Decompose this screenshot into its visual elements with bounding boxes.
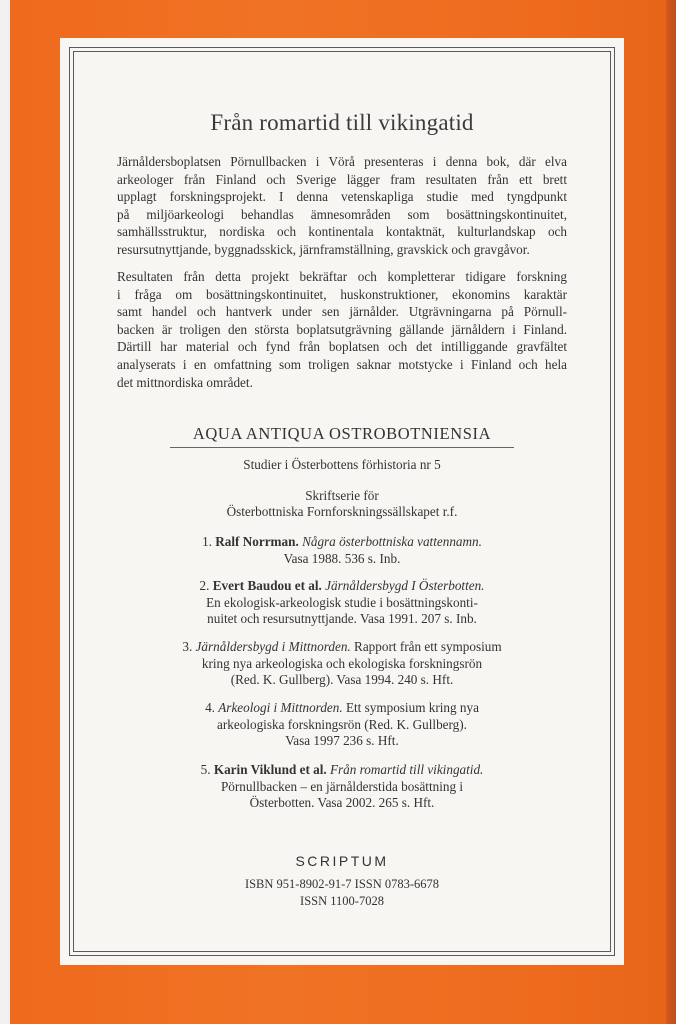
entry-number: 1. — [202, 534, 212, 549]
series-entry-2 — [117, 578, 567, 628]
entry-line: (Red. K. Gullberg). Vasa 1994. 240 s. Hft. — [230, 672, 454, 687]
paragraph-line: i fråga om bosättningskontinuitet, huskonstruktioner, ekonomins karaktär — [117, 286, 567, 302]
entry-line: nuitet och resursutnyttjande. Vasa 1991. 207 s. Inb. — [207, 611, 477, 626]
description-paragraph-1 — [117, 153, 567, 259]
entry-line: arkeologiska forskningsrön (Red. K. Gullberg). — [217, 716, 467, 732]
cover-edge-shadow — [666, 0, 676, 1024]
entry-title: Några österbottniska vattennamn. — [302, 534, 482, 549]
series-entry-4 — [117, 700, 567, 750]
entry-title: Från romartid till vikingatid. — [329, 762, 484, 777]
entry-line: Vasa 1988. 536 s. Inb. — [283, 550, 401, 566]
series-divider — [170, 447, 514, 448]
entry-number: 4. — [205, 700, 215, 715]
text-panel — [60, 38, 624, 965]
entry-line: kring nya arkeologiska och ekologiska forskningsrön — [201, 655, 483, 671]
series-title: AQUA ANTIQUA OSTROBOTNIENSIA — [192, 424, 492, 443]
entry-rest: Rapport från ett symposium — [354, 639, 502, 654]
paragraph-line: analyserats i en omfattning som troligen saknar motstycke i Finland och hela — [117, 356, 567, 372]
isbn-line: ISBN 951-8902-91-7 ISSN 0783-6678 — [244, 877, 440, 891]
entry-line: Österbotten. Vasa 2002. 265 s. Hft. — [249, 795, 435, 810]
entry-title: Järnåldersbygd i Mittnorden. — [195, 639, 351, 654]
paragraph-line: samt handel och hantverk under sen järnålder. Utgrävningarna på Pörnull- — [117, 304, 567, 320]
publisher-logo: SCRIPTUM — [295, 853, 389, 869]
entry-heading — [117, 639, 567, 656]
entry-author: Evert Baudou et al. — [212, 578, 322, 593]
book-title: Från romartid till vikingatid — [210, 110, 474, 135]
entry-heading — [117, 700, 567, 717]
entry-heading — [117, 534, 567, 551]
paragraph-line: backen är troligen den största boplatsutgrävning gällande järnåldern i Finland. — [117, 321, 567, 337]
entry-line: Pörnullbacken – en järnålderstida bosättning i — [220, 778, 464, 794]
series-entry-1 — [117, 534, 567, 567]
series-entry-5 — [117, 762, 567, 812]
paragraph-line: det mittnordiska området. — [117, 374, 253, 390]
entry-number: 5. — [200, 762, 211, 777]
series-subtitle: Studier i Österbottens förhistoria nr 5 — [243, 457, 441, 472]
series-entry-3 — [117, 639, 567, 689]
issn-line: ISSN 1100-7028 — [300, 894, 384, 908]
entry-number: 3. — [182, 639, 193, 654]
entry-line: En ekologisk-arkeologisk studie i bosättningskonti- — [206, 594, 478, 610]
entry-line: Vasa 1997 236 s. Hft. — [285, 733, 399, 748]
paragraph-line: samhällsstruktur, nordiska och kontinentala kontaktnät, kulturlandskap och — [117, 224, 567, 240]
entry-rest: Ett symposium kring nya — [345, 700, 479, 715]
entry-heading — [117, 762, 567, 779]
entry-title: Järnåldersbygd I Österbotten. — [325, 578, 485, 593]
paragraph-line: arkeologer från Finland och Sverige lägger fram resultaten från ett brett — [117, 171, 567, 187]
description-paragraph-2 — [117, 268, 567, 391]
paragraph-line: resursutnyttjande, byggnadsskick, järnframställning, gravskick och gravgåvor. — [117, 241, 530, 257]
entry-title: Arkeologi i Mittnorden. — [218, 700, 343, 715]
paragraph-line: upplagt forskningsprojekt. I denna vetenskapliga studie med tyngdpunkt — [117, 189, 567, 205]
paragraph-line: Resultaten från detta projekt bekräftar och kompletterar tidigare forskning — [117, 269, 567, 284]
entry-author: Ralf Norrman. — [215, 534, 299, 549]
paragraph-line: Järnåldersboplatsen Pörnullbacken i Vörå presenteras i denna bok, där elva — [117, 154, 567, 169]
skriftserie-line-1: Skriftserie för — [305, 488, 379, 503]
entry-author: Karin Viklund et al. — [213, 762, 327, 777]
entry-heading — [117, 578, 567, 595]
entry-number: 2. — [199, 578, 210, 593]
paragraph-line: Därtill har material och fynd från boplatsen och det intilliggande gravfältet — [117, 339, 567, 355]
skriftserie-line-2: Österbottniska Fornforskningssällskapet r.f. — [226, 504, 458, 519]
paragraph-line: på miljöarkeologi behandlas ämnesområden som bosättningskontinuitet, — [117, 206, 567, 222]
